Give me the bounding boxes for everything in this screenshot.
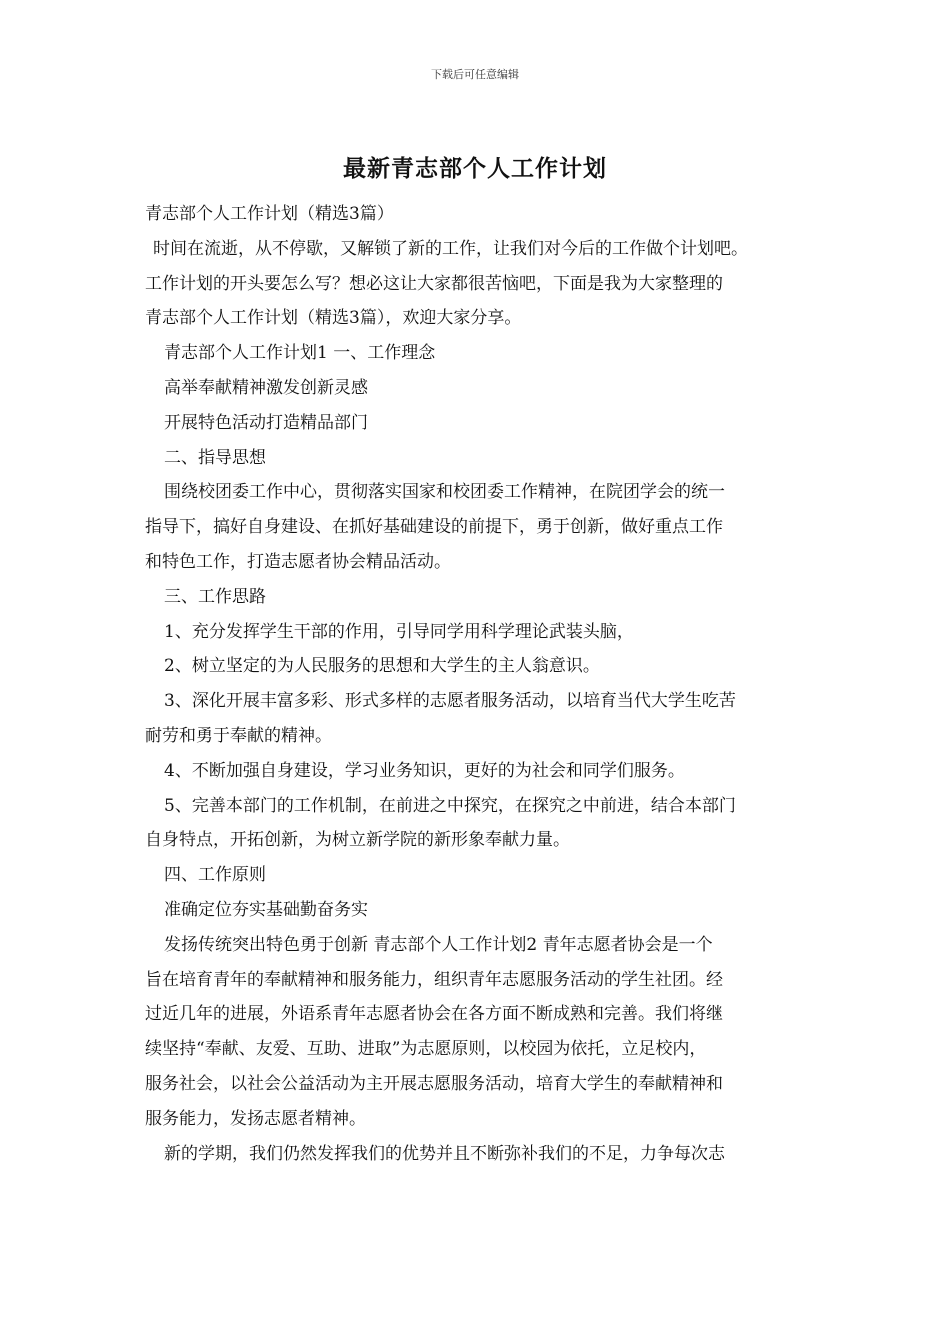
paragraph-line: 指导下，搞好自身建设、在抓好基础建设的前提下，勇于创新，做好重点工作	[145, 517, 723, 538]
paragraph-line: 过近几年的进展，外语系青年志愿者协会在各方面不断成熟和完善。我们将继	[145, 1004, 723, 1025]
paragraph-line: 青志部个人工作计划1 一、工作理念	[164, 343, 436, 364]
paragraph-line: 自身特点，开拓创新，为树立新学院的新形象奉献力量。	[145, 830, 570, 851]
paragraph-line: 青志部个人工作计划（精选3篇）	[145, 204, 394, 224]
section-heading: 二、指导思想	[164, 447, 266, 468]
document-title: 最新青志部个人工作计划	[343, 155, 607, 182]
paragraph-line: 新的学期，我们仍然发挥我们的优势并且不断弥补我们的不足，力争每次志	[164, 1143, 725, 1164]
paragraph-line: 工作计划的开头要怎么写？想必这让大家都很苦恼吧，下面是我为大家整理的	[145, 273, 723, 294]
section-heading: 三、工作思路	[164, 586, 266, 607]
paragraph-line: 时间在流逝，从不停歇，又解锁了新的工作，让我们对今后的工作做个计划吧。	[153, 238, 748, 259]
document-body	[145, 197, 809, 1171]
list-item: 4、不断加强自身建设，学习业务知识，更好的为社会和同学们服务。	[164, 760, 685, 781]
paragraph-line: 续坚持“奉献、友爱、互助、进取”为志愿原则，以校园为依托，立足校内，	[145, 1039, 707, 1060]
paragraph-line: 高举奉献精神激发创新灵感	[164, 377, 368, 398]
paragraph-line: 围绕校团委工作中心，贯彻落实国家和校团委工作精神，在院团学会的统一	[164, 482, 725, 503]
paragraph-line: 青志部个人工作计划（精选3篇），欢迎大家分享。	[145, 308, 522, 329]
paragraph-line: 旨在培育青年的奉献精神和服务能力，组织青年志愿服务活动的学生社团。经	[145, 969, 723, 990]
list-item: 3、深化开展丰富多彩、形式多样的志愿者服务活动，以培育当代大学生吃苦	[164, 691, 736, 712]
paragraph-line: 服务社会，以社会公益活动为主开展志愿服务活动，培育大学生的奉献精神和	[145, 1073, 723, 1094]
paragraph-line: 耐劳和勇于奉献的精神。	[145, 725, 332, 746]
paragraph-line: 服务能力，发扬志愿者精神。	[145, 1108, 366, 1129]
section-heading: 四、工作原则	[164, 865, 266, 886]
paragraph-line: 准确定位夯实基础勤奋务实	[164, 899, 368, 920]
paragraph-line: 开展特色活动打造精品部门	[164, 412, 368, 433]
header-note: 下载后可任意编辑	[431, 68, 519, 81]
paragraph-line: 和特色工作，打造志愿者协会精品活动。	[145, 551, 451, 572]
list-item: 5、完善本部门的工作机制，在前进之中探究，在探究之中前进，结合本部门	[164, 795, 736, 816]
list-item: 1、充分发挥学生干部的作用，引导同学用科学理论武装头脑，	[164, 621, 634, 642]
list-item: 2、树立坚定的为人民服务的思想和大学生的主人翁意识。	[164, 656, 600, 677]
paragraph-line: 发扬传统突出特色勇于创新 青志部个人工作计划2 青年志愿者协会是一个	[164, 934, 713, 955]
